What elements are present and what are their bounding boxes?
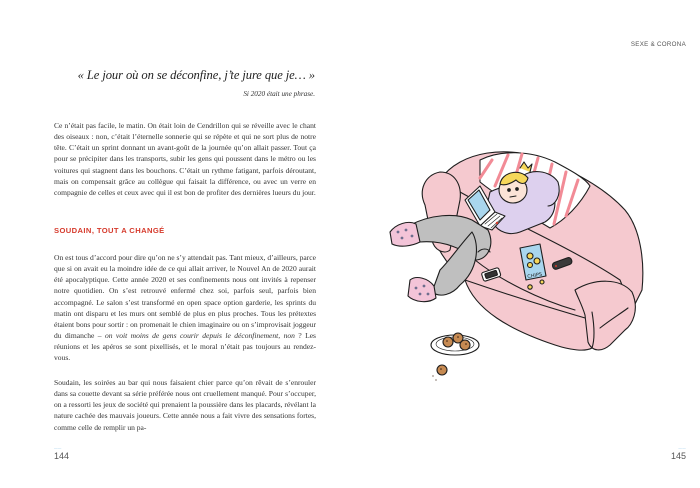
right-page: [350, 0, 700, 488]
paragraph-text: ? Les réunions et les apéros se sont pixellisés, et le moral n’était pas toujours au rendez-vous.: [54, 331, 316, 363]
italic-aside: on voit moins de gens courir depuis le déconfinement, non: [104, 331, 295, 341]
page-number: 144: [54, 451, 70, 461]
folio-left: [54, 446, 69, 461]
folio-right: [671, 446, 686, 461]
body-paragraph-closing: Soudain, les soirées au bar qui nous faisaient chier parce qu’on rêvait de s’enrouler dans sa couette devant sa série préférée nous ont cruellement manqué. Pour s’occuper, on a ressorti les jeux de société qui prenaient la poussière dans les placards, révélant la nature cachée des mauvais joueurs. Cette année nous a fait vivre des sensations fortes, comme celle de remplir un pa-: [54, 378, 316, 432]
body-paragraph-intro: Ce n’était pas facile, le matin. On était loin de Cendrillon qui se réveille avec le chant des oiseaux : non, c’était l’éternelle sonnerie qui se répète et qui ne sort plus de notre tête. C’était un sprint donnant un avant-goût de la journée qu’on allait passer. Tout ça pour se précipiter dans les transports, subir les gens qui poussent dans le métro ou les voitures qui stagnent dans les bouchons. C’était un rythme fatigant, parfois déroutant, mais on compensait grâce au collègue qui faisait la différence, ou avec un verre en compagnie de celles et ceux avec qui il est bon de profiter des dernières lueurs du jour.: [54, 121, 316, 197]
epigraph: [60, 68, 315, 98]
paragraph-text: On est tous d’accord pour dire qu’on ne s’y attendait pas. Tant mieux, d’ailleurs, parce que si on avait eu la moindre idée de ce qui allait arriver, le Nouvel An de 2020 aurait été apocalyptique. Cette année 2020 et ses confinements nous ont invités à repenser notre quotidien. On s’est retrouvé enfermé chez soi, parfois seul, parfois bien accompagné. Le salon s’est transformé en open space option garderie, les sprints du matin ont disparu et les murs ont semblé de plus en plus proches. Tous les prétextes étaient bons pour sortir : on promenait le chien imaginaire ou on s’improvisait joggeur du dimanche –: [54, 253, 316, 341]
epigraph-source: Si 2020 était une phrase.: [243, 90, 315, 98]
folio-label: ——: [678, 446, 686, 450]
folio-label: ——: [54, 446, 62, 450]
section-heading: SOUDAIN, TOUT A CHANGÉ: [54, 226, 165, 235]
chips-label: CHIPS: [526, 271, 543, 281]
body-paragraph-section: [54, 252, 316, 364]
page-number: 145: [670, 451, 686, 461]
sofa-illustration: [370, 120, 660, 390]
epigraph-quote: « Le jour où on se déconfine, j’te jure que je… »: [77, 68, 315, 82]
running-head: SEXE & CORONA: [630, 41, 686, 48]
cookie-plate: [431, 333, 479, 381]
